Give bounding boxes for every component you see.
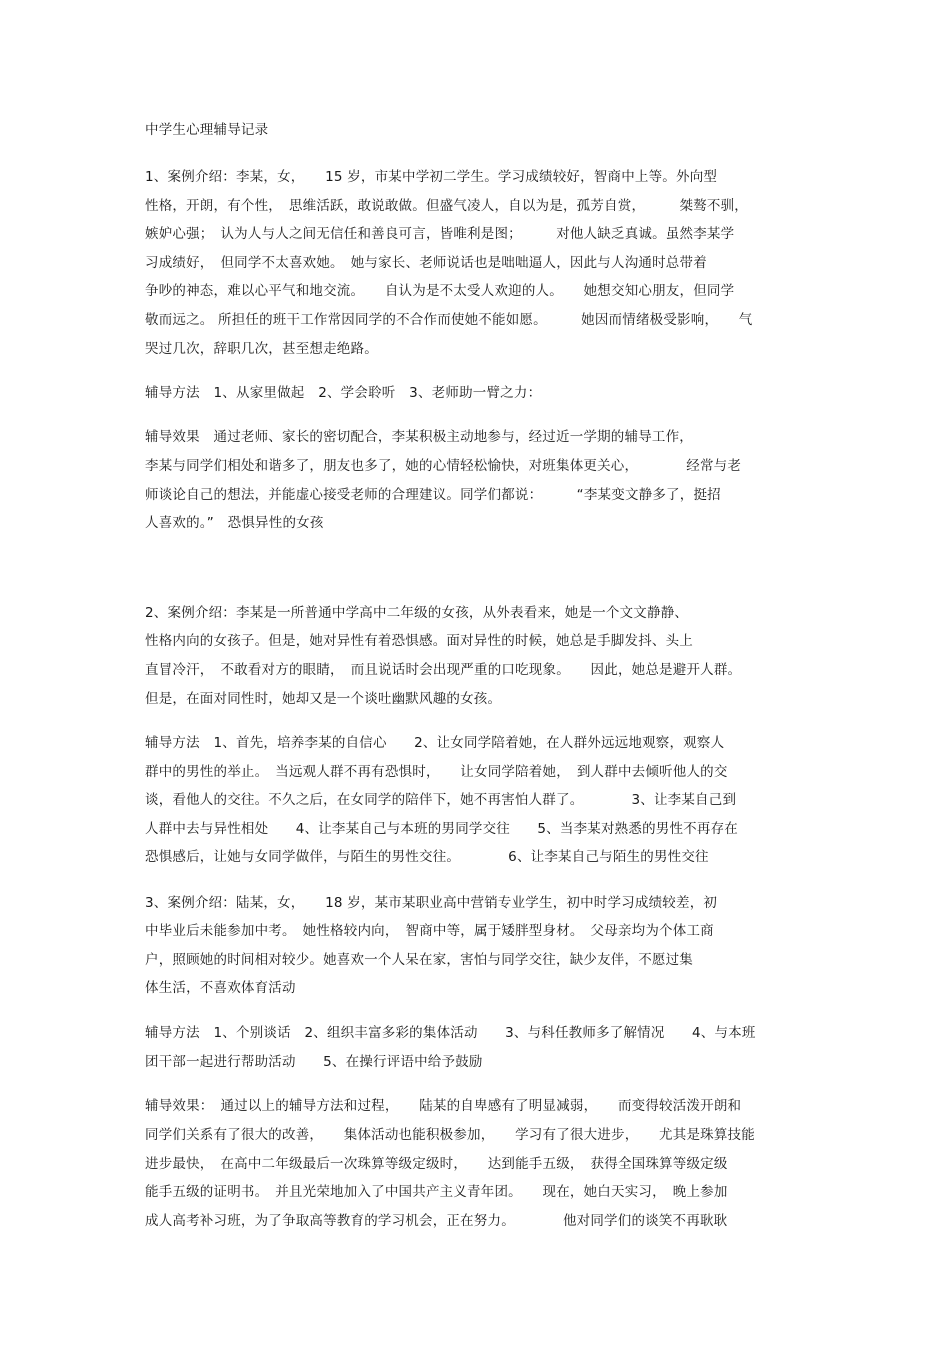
document-title: 中学生心理辅导记录 xyxy=(145,122,269,138)
text-line: 性格，开朗，有个性， 思维活跃，敢说敢做。但盛气凌人，自以为是，孤芳自赏， 桀骜不驯， xyxy=(145,198,748,214)
text-line: 人喜欢的。” 恐惧异性的女孩 xyxy=(145,515,324,531)
text-line: 中毕业后未能参加中考。 她性格较内向， 智商中等，属于矮胖型身材。 父母亲均为个体工商 xyxy=(145,923,714,939)
text-line: 谈，看他人的交往。不久之后，在女同学的陪伴下，她不再害怕人群了。 3、让李某自己到 xyxy=(145,792,737,808)
text-line: 辅导方法 1、从家里做起 2、学会聆听 3、老师助一臂之力： xyxy=(145,385,542,401)
text-line: 性格内向的女孩子。但是，她对异性有着恐惧感。面对异性的时候，她总是手脚发抖、头上 xyxy=(145,633,693,649)
text-line: 直冒冷汗， 不敢看对方的眼睛， 而且说话时会出现严重的口吃现象。 因此，她总是避开人群。 xyxy=(145,662,742,678)
text-line: 辅导效果 通过老师、家长的密切配合，李某积极主动地参与，经过近一学期的辅导工作， xyxy=(145,429,693,445)
text-line: 进步最快， 在高中二年级最后一次珠算等级定级时， 达到能手五级， 获得全国珠算等级定级 xyxy=(145,1156,728,1172)
text-line: 辅导方法 1、个别谈话 2、组织丰富多彩的集体活动 3、与科任教师多了解情况 4、与本班 xyxy=(145,1025,756,1041)
text-line: 辅导方法 1、首先，培养李某的自信心 2、让女同学陪着她，在人群外远远地观察，观察人 xyxy=(145,735,725,751)
text-line: 团干部一起进行帮助活动 5、在操行评语中给予鼓励 xyxy=(145,1054,483,1070)
text-line: 人群中去与异性相处 4、让李某自己与本班的男同学交往 5、当李某对熟悉的男性不再存在 xyxy=(145,821,738,837)
text-line: 体生活，不喜欢体育活动 xyxy=(145,980,296,996)
text-line: 但是，在面对同性时，她却又是一个谈吐幽默风趣的女孩。 xyxy=(145,691,502,707)
text-line: 恐惧感后，让她与女同学做伴，与陌生的男性交往。 6、让李某自己与陌生的男性交往 xyxy=(145,849,709,865)
text-line: 李某与同学们相处和谐多了，朋友也多了，她的心情轻松愉快，对班集体更关心， 经常与老 xyxy=(145,458,742,474)
text-line: 嫉妒心强； 认为人与人之间无信任和善良可言，皆唯利是图； 对他人缺乏真诚。虽然李某学 xyxy=(145,226,735,242)
text-line: 哭过几次，辞职几次，甚至想走绝路。 xyxy=(145,341,378,357)
text-line: 同学们关系有了很大的改善， 集体活动也能积极参加， 学习有了很大进步， 尤其是珠算技能 xyxy=(145,1127,755,1143)
text-line: 1、案例介绍：李某，女， 15 岁，市某中学初二学生。学习成绩较好，智商中上等。外向型 xyxy=(145,169,718,185)
text-line: 成人高考补习班，为了争取高等教育的学习机会，正在努力。 他对同学们的谈笑不再耿耿 xyxy=(145,1213,728,1229)
text-line: 能手五级的证明书。 并且光荣地加入了中国共产主义青年团。 现在，她白天实习， 晚上参加 xyxy=(145,1184,728,1200)
text-line: 群中的男性的举止。 当远观人群不再有恐惧时， 让女同学陪着她， 到人群中去倾听他人的交 xyxy=(145,764,728,780)
text-line: 2、案例介绍：李某是一所普通中学高中二年级的女孩，从外表看来，她是一个文文静静、 xyxy=(145,605,689,621)
text-line: 3、案例介绍：陆某，女， 18 岁，某市某职业高中营销专业学生，初中时学习成绩较差，初 xyxy=(145,895,718,911)
text-line: 争吵的神态，难以心平气和地交流。 自认为是不太受人欢迎的人。 她想交知心朋友，但同学 xyxy=(145,283,735,299)
text-line: 敬而远之。 所担任的班干工作常因同学的不合作而使她不能如愿。 她因而情绪极受影响， 气 xyxy=(145,312,753,328)
text-line: 辅导效果： 通过以上的辅导方法和过程， 陆某的自卑感有了明显减弱， 而变得较活泼开朗和 xyxy=(145,1098,742,1114)
text-line: 户，照顾她的时间相对较少。她喜欢一个人呆在家，害怕与同学交往，缺少友伴，不愿过集 xyxy=(145,952,693,968)
text-line: 习成绩好， 但同学不太喜欢她。 她与家长、老师说话也是咄咄逼人，因此与人沟通时总带着 xyxy=(145,255,707,271)
text-line: 师谈论自己的想法，并能虚心接受老师的合理建议。同学们都说： “李某变文静多了，挺招 xyxy=(145,487,721,503)
